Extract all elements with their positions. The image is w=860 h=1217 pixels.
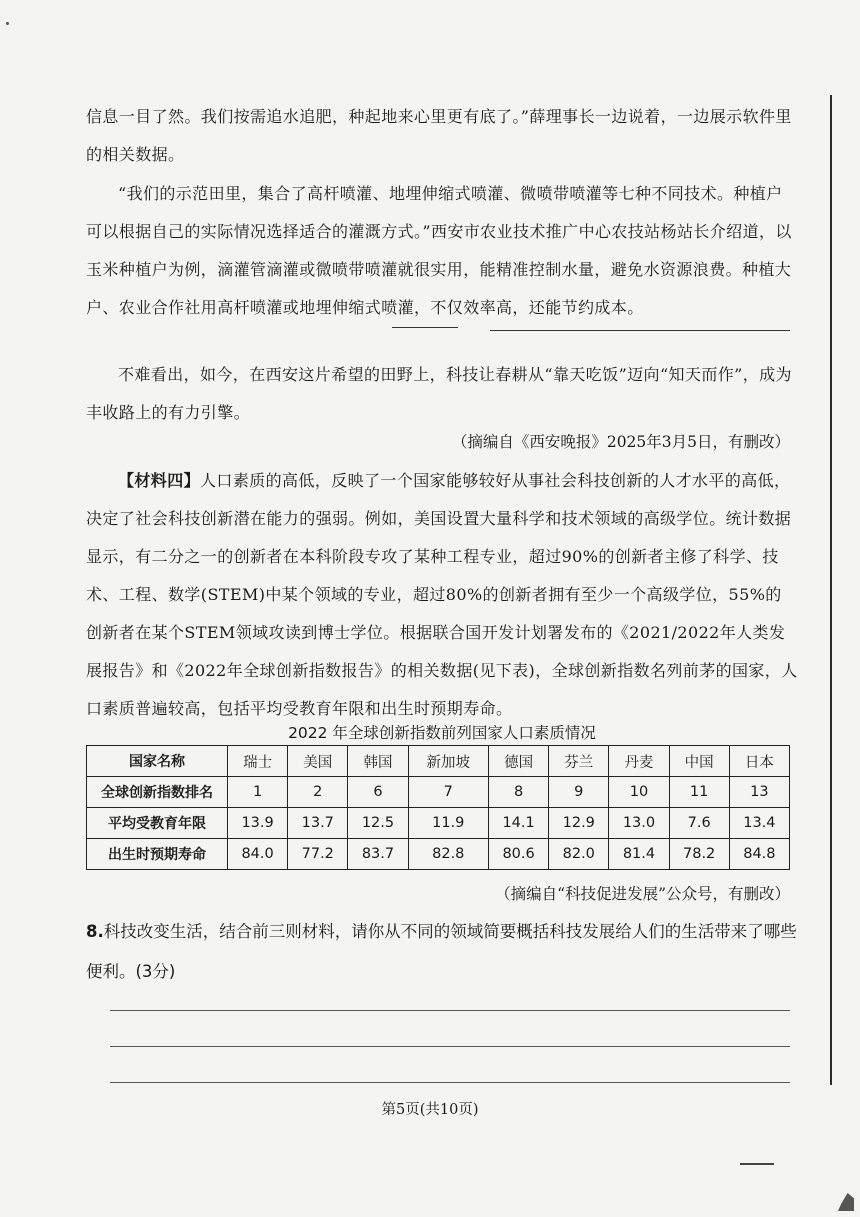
table-cell: 84.0	[228, 839, 288, 870]
table-cell: 11	[669, 777, 729, 808]
row-label: 平均受教育年限	[87, 808, 228, 839]
paragraph-conclusion: 不难看出，如今，在西安这片希望的田野上，科技让春耕从“靠天吃饭”迈向“知天而作”，成为丰收路上的有力引擎。	[86, 365, 792, 422]
table-cell: 78.2	[669, 839, 729, 870]
table-cell: 14.1	[489, 808, 549, 839]
country-cell: 中国	[669, 746, 729, 777]
answer-line[interactable]	[110, 1010, 790, 1011]
country-cell: 美国	[288, 746, 348, 777]
table-cell: 84.8	[729, 839, 789, 870]
table-cell: 6	[348, 777, 408, 808]
margin-rule	[830, 95, 832, 1085]
table-cell: 80.6	[489, 839, 549, 870]
source-citation: （摘编自《西安晚报》2025年3月5日，有删改）	[451, 433, 790, 451]
header-label: 国家名称	[87, 746, 228, 777]
table-cell: 13	[729, 777, 789, 808]
table-cell: 10	[609, 777, 669, 808]
paragraph-continued: 信息一目了然。我们按需追水追肥，种起地来心里更有底了。”薛理事长一边说着，一边展示软件里的相关数据。	[86, 107, 792, 164]
table-source: （摘编自“科技促进发展”公众号，有删改）	[495, 885, 790, 903]
pen-mark	[392, 327, 458, 328]
question-8	[86, 912, 798, 992]
table-row	[87, 839, 790, 870]
table-cell: 1	[228, 777, 288, 808]
material-four-text: 人口素质的高低，反映了一个国家能够较好从事社会科技创新的人才水平的高低，决定了社会科技创新潜在能力的强弱。例如，美国设置大量科学和技术领域的高级学位。统计数据显示，有二分之一的创新者在本科阶段专攻了某种工程专业，超过90%的创新者主修了科学、技术、工程、数学(STEM)中某个领域的专业，超过80%的创新者拥有至少一个高级学位，55%的创新者在某个STEM领域攻读到博士学位。根据联合国开发计划署发布的《2021/2022年人类发展报告》和《2022年全球创新指数报告》的相关数据(见下表)，全球创新指数名列前茅的国家，人口素质普遍较高，包括平均受教育年限和出生时预期寿命。	[86, 471, 798, 718]
material-four-tag: 【材料四】	[118, 471, 201, 490]
table-cell: 9	[549, 777, 609, 808]
country-cell: 芬兰	[549, 746, 609, 777]
table-cell: 7	[408, 777, 488, 808]
question-number: 8.	[86, 922, 104, 941]
table-cell: 13.7	[288, 808, 348, 839]
page-corner-icon	[838, 1193, 854, 1211]
scan-dot	[6, 22, 9, 25]
row-label: 出生时预期寿命	[87, 839, 228, 870]
table-cell: 12.9	[549, 808, 609, 839]
table-cell: 83.7	[348, 839, 408, 870]
answer-line[interactable]	[110, 1046, 790, 1047]
row-label: 全球创新指数排名	[87, 777, 228, 808]
table-cell: 13.9	[228, 808, 288, 839]
country-cell: 日本	[729, 746, 789, 777]
country-cell: 德国	[489, 746, 549, 777]
country-cell: 韩国	[348, 746, 408, 777]
table-row	[87, 777, 790, 808]
table-cell: 8	[489, 777, 549, 808]
table-header-row	[87, 746, 790, 777]
country-cell: 丹麦	[609, 746, 669, 777]
table-cell: 2	[288, 777, 348, 808]
table-caption: 2022 年全球创新指数前列国家人口素质情况	[288, 724, 596, 742]
table-cell: 82.8	[408, 839, 488, 870]
table-cell: 77.2	[288, 839, 348, 870]
answer-line[interactable]	[110, 1082, 790, 1083]
material-four	[86, 462, 798, 728]
table-cell: 13.0	[609, 808, 669, 839]
question-text: 科技改变生活，结合前三则材料，请你从不同的领域简要概括科技发展给人们的生活带来了哪些便利。(3分)	[86, 922, 797, 981]
table-cell: 13.4	[729, 808, 789, 839]
page-footer: 第5页(共10页)	[381, 1102, 479, 1118]
table-cell: 12.5	[348, 808, 408, 839]
table-row	[87, 808, 790, 839]
country-cell: 新加坡	[408, 746, 488, 777]
table-cell: 82.0	[549, 839, 609, 870]
pen-mark	[740, 1163, 774, 1165]
country-cell: 瑞士	[228, 746, 288, 777]
table-cell: 11.9	[408, 808, 488, 839]
table-cell: 7.6	[669, 808, 729, 839]
table-cell: 81.4	[609, 839, 669, 870]
paragraph-demo-field: “我们的示范田里，集合了高杆喷灌、地埋伸缩式喷灌、微喷带喷灌等七种不同技术。种植户可以根据自己的实际情况选择适合的灌溉方式。”西安市农业技术推广中心农技站杨站长介绍道，以玉米种植户为例，滴灌管滴灌或微喷带喷灌就很实用，能精准控制水量，避免水资源浪费。种植大户、农业合作社用高杆喷灌或地埋伸缩式喷灌，不仅效率高，还能节约成本。	[86, 184, 792, 317]
population-quality-table	[86, 745, 790, 870]
pen-mark	[490, 330, 790, 331]
